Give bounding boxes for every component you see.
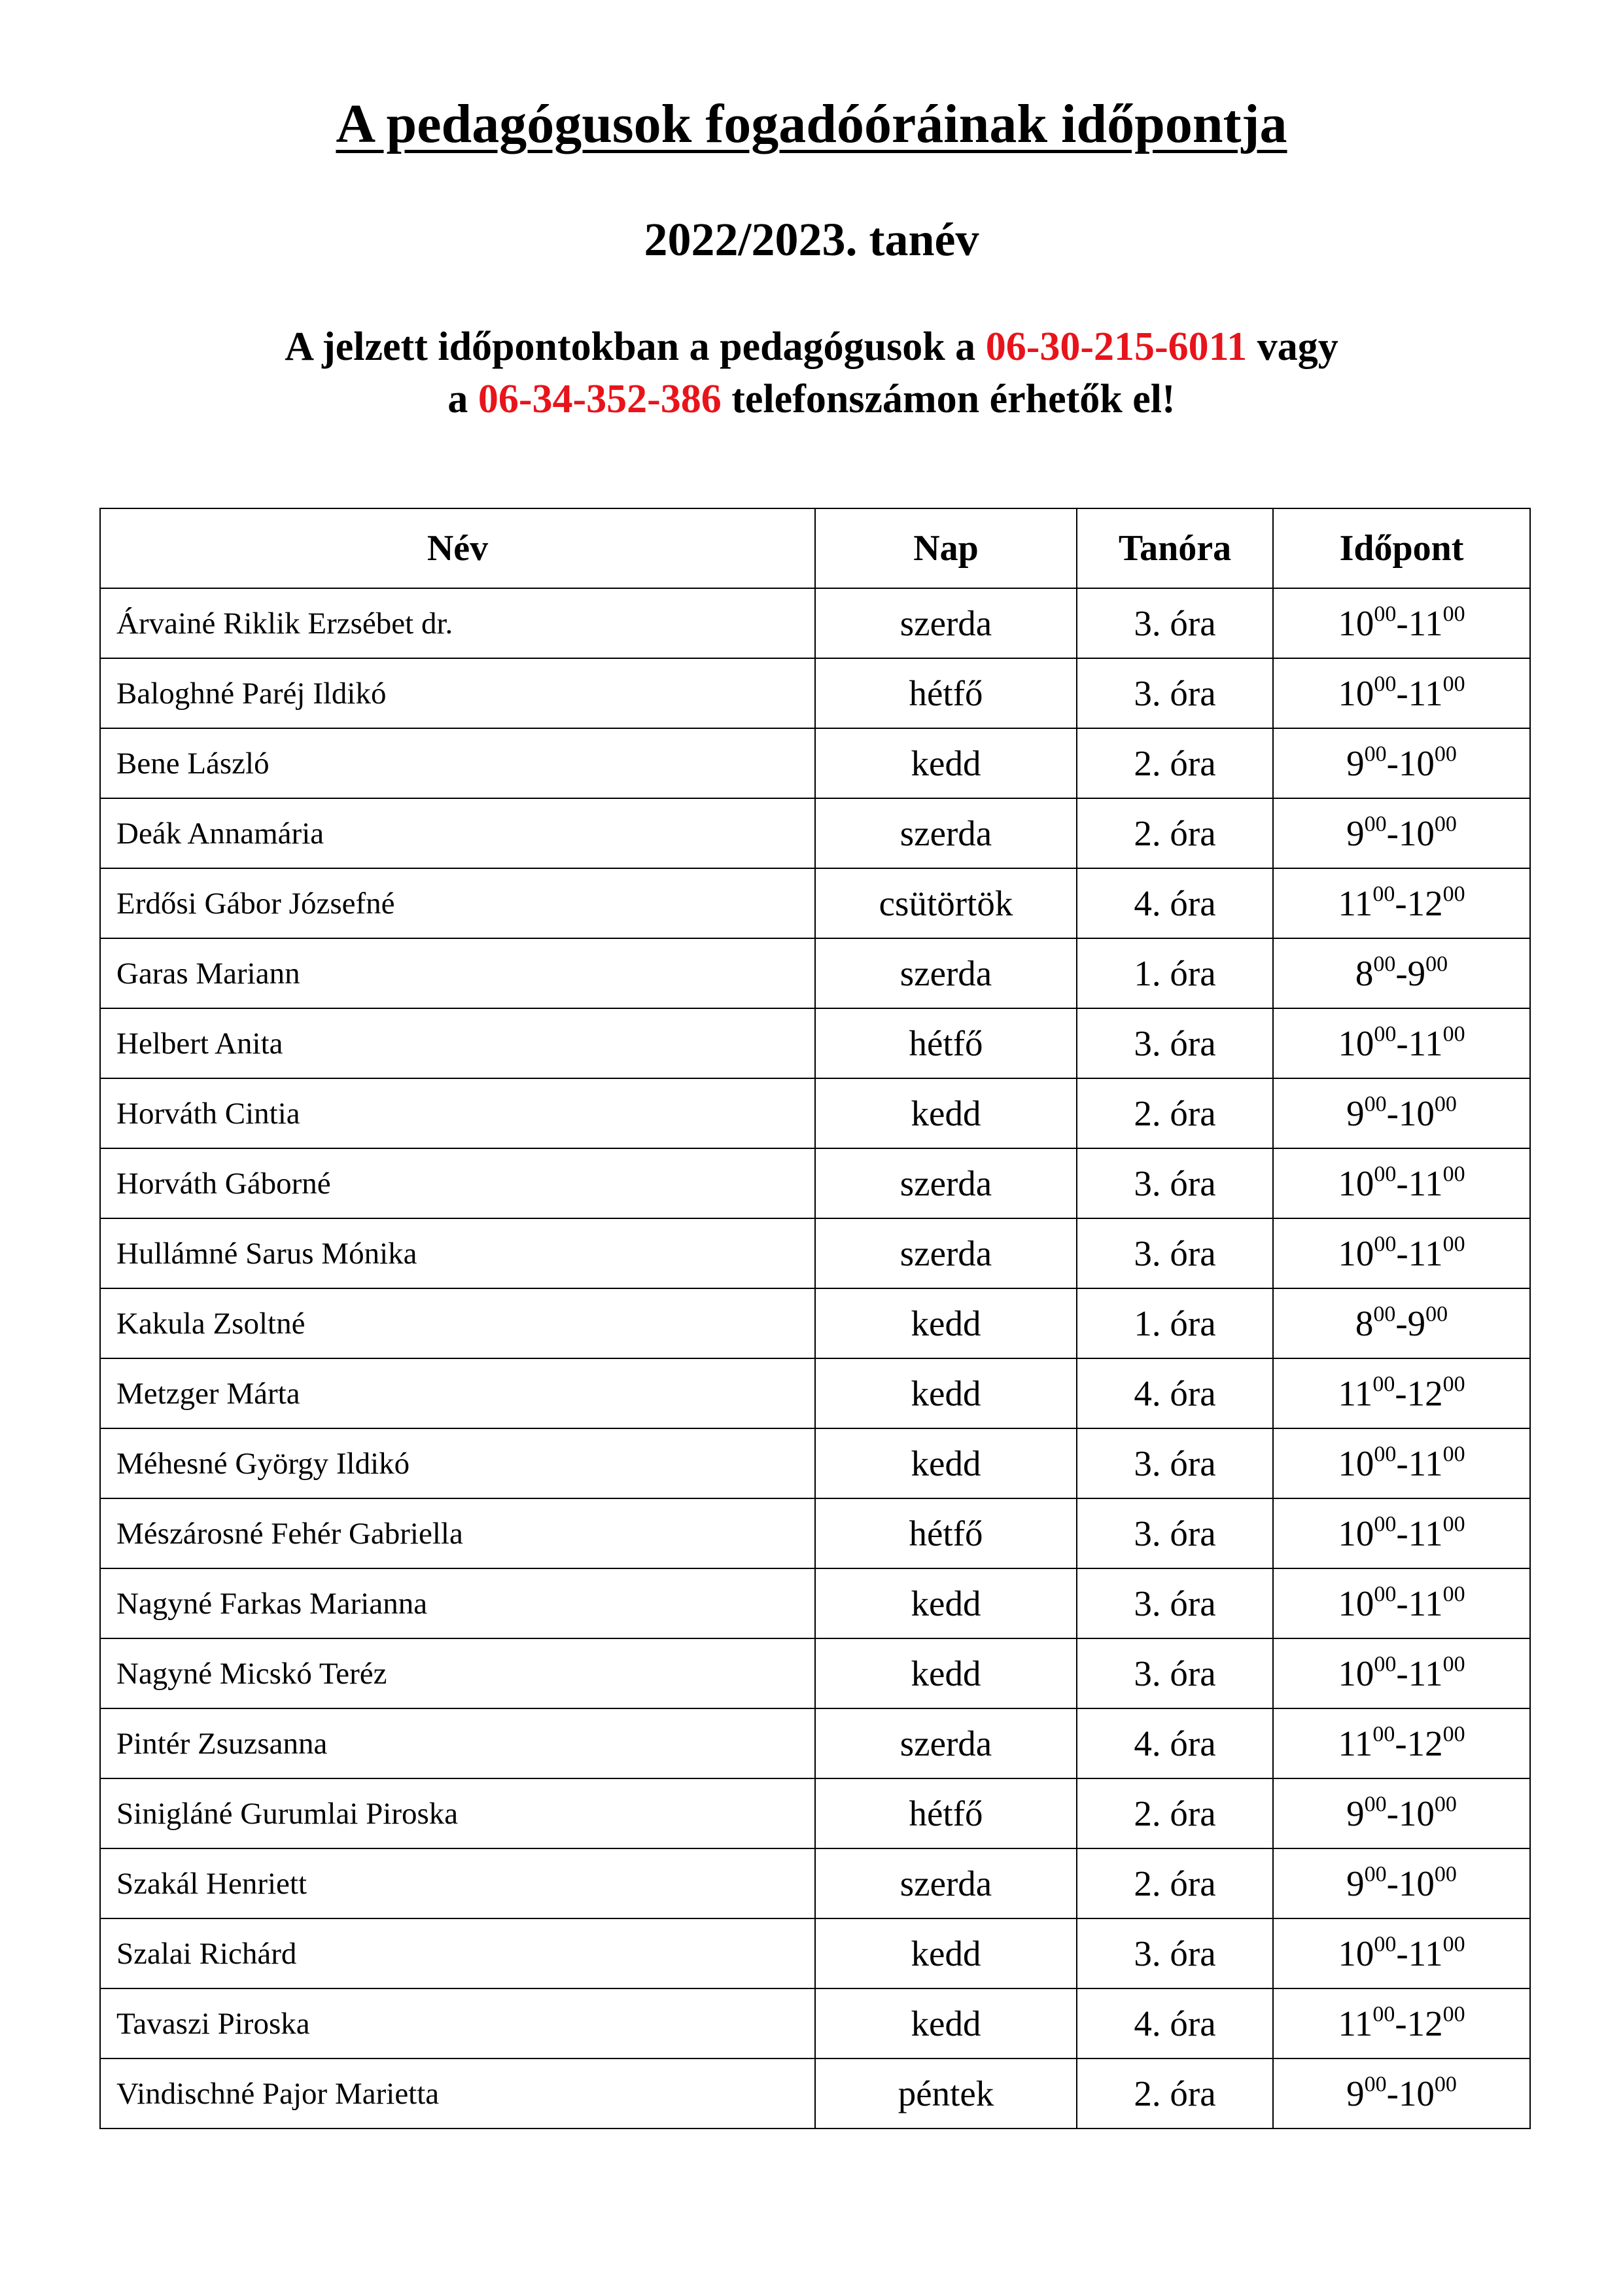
notice-line-2	[0, 373, 1623, 425]
time-start-minutes: 00	[1364, 1792, 1387, 1816]
teacher-name: Bene László	[100, 728, 815, 798]
time-separator: -	[1396, 1583, 1408, 1623]
day-cell: szerda	[815, 1148, 1077, 1218]
lesson-cell: 4. óra	[1077, 1708, 1273, 1778]
header-time: Időpont	[1273, 508, 1530, 588]
table-row	[100, 1288, 1530, 1358]
time-end-minutes: 00	[1442, 1372, 1465, 1396]
time-separator: -	[1386, 1793, 1399, 1833]
time-start-minutes: 00	[1374, 1652, 1397, 1676]
time-end-hour: 11	[1408, 1163, 1443, 1203]
time-cell	[1273, 938, 1530, 1008]
time-end-hour: 10	[1398, 1093, 1435, 1133]
teacher-name: Horváth Cintia	[100, 1078, 815, 1148]
time-cell	[1273, 1848, 1530, 1918]
time-start-minutes: 00	[1372, 882, 1395, 906]
header-lesson: Tanóra	[1077, 508, 1273, 588]
teacher-name: Deák Annamária	[100, 798, 815, 868]
notice-text: a	[447, 377, 478, 421]
time-start-minutes: 00	[1373, 1302, 1396, 1326]
time-end-minutes: 00	[1434, 1792, 1457, 1816]
teacher-name: Baloghné Paréj Ildikó	[100, 658, 815, 728]
teacher-name: Horváth Gáborné	[100, 1148, 815, 1218]
time-cell	[1273, 1428, 1530, 1498]
time-start-hour: 10	[1338, 1233, 1374, 1273]
time-separator: -	[1395, 953, 1408, 993]
time-separator: -	[1396, 1163, 1408, 1203]
table-row	[100, 658, 1530, 728]
time-end-hour: 10	[1398, 743, 1435, 783]
time-separator: -	[1396, 603, 1408, 643]
time-end-hour: 11	[1408, 1443, 1443, 1483]
table-row	[100, 1778, 1530, 1848]
phone-number-2: 06-34-352-386	[478, 377, 722, 421]
notice-text: telefonszámon érhetők el!	[721, 377, 1176, 421]
teacher-name: Nagyné Farkas Marianna	[100, 1568, 815, 1638]
time-start-minutes: 00	[1374, 672, 1397, 696]
time-cell	[1273, 1638, 1530, 1708]
table-row	[100, 1428, 1530, 1498]
contact-notice	[0, 321, 1623, 425]
lesson-cell: 2. óra	[1077, 798, 1273, 868]
table-row	[100, 1638, 1530, 1708]
time-cell	[1273, 1918, 1530, 1988]
time-start-hour: 11	[1338, 2004, 1373, 2043]
table-row	[100, 1918, 1530, 1988]
time-end-minutes: 00	[1442, 2002, 1465, 2026]
time-start-hour: 10	[1338, 673, 1374, 713]
time-start-minutes: 00	[1372, 2002, 1395, 2026]
day-cell: péntek	[815, 2058, 1077, 2128]
lesson-cell: 2. óra	[1077, 1848, 1273, 1918]
table-row	[100, 1498, 1530, 1568]
time-start-hour: 10	[1338, 1583, 1374, 1623]
time-end-hour: 11	[1408, 1653, 1443, 1693]
time-separator: -	[1395, 2004, 1407, 2043]
teacher-name: Árvainé Riklik Erzsébet dr.	[100, 588, 815, 658]
time-start-minutes: 00	[1374, 1932, 1397, 1956]
time-separator: -	[1396, 1934, 1408, 1973]
time-end-hour: 11	[1408, 603, 1443, 643]
teacher-name: Hullámné Sarus Mónika	[100, 1218, 815, 1288]
time-cell	[1273, 1988, 1530, 2058]
lesson-cell: 3. óra	[1077, 1148, 1273, 1218]
time-start-minutes: 00	[1364, 1092, 1387, 1116]
time-end-hour: 12	[1406, 883, 1443, 923]
time-cell	[1273, 588, 1530, 658]
time-start-minutes: 00	[1364, 812, 1387, 836]
table-row	[100, 1568, 1530, 1638]
time-start-minutes: 00	[1374, 1442, 1397, 1466]
office-hours-table	[99, 508, 1531, 2129]
lesson-cell: 4. óra	[1077, 1988, 1273, 2058]
time-end-minutes: 00	[1425, 1302, 1448, 1326]
time-start-minutes: 00	[1374, 1162, 1397, 1186]
time-start-hour: 8	[1355, 1303, 1374, 1343]
time-end-minutes: 00	[1442, 1232, 1465, 1256]
lesson-cell: 3. óra	[1077, 1008, 1273, 1078]
teacher-name: Méhesné György Ildikó	[100, 1428, 815, 1498]
day-cell: csütörtök	[815, 868, 1077, 938]
notice-text: A jelzett időpontokban a pedagógusok a	[285, 325, 986, 369]
time-start-hour: 10	[1338, 1163, 1374, 1203]
time-end-minutes: 00	[1442, 882, 1465, 906]
phone-number-1: 06-30-215-6011	[985, 325, 1248, 369]
lesson-cell: 1. óra	[1077, 1288, 1273, 1358]
time-start-minutes: 00	[1372, 1722, 1395, 1746]
table-row	[100, 1708, 1530, 1778]
time-end-minutes: 00	[1442, 672, 1465, 696]
time-end-hour: 11	[1408, 1023, 1443, 1063]
table-header-row	[100, 508, 1530, 588]
time-start-minutes: 00	[1364, 742, 1387, 766]
teacher-name: Tavaszi Piroska	[100, 1988, 815, 2058]
time-end-minutes: 00	[1434, 1092, 1457, 1116]
table-row	[100, 2058, 1530, 2128]
time-end-minutes: 00	[1434, 742, 1457, 766]
table-row	[100, 1078, 1530, 1148]
day-cell: hétfő	[815, 1498, 1077, 1568]
time-start-minutes: 00	[1364, 1862, 1387, 1886]
time-end-minutes: 00	[1434, 812, 1457, 836]
time-start-hour: 10	[1338, 603, 1374, 643]
lesson-cell: 3. óra	[1077, 1638, 1273, 1708]
day-cell: kedd	[815, 1358, 1077, 1428]
table-row	[100, 798, 1530, 868]
time-end-minutes: 00	[1442, 1442, 1465, 1466]
time-start-hour: 9	[1346, 1863, 1365, 1903]
teacher-name: Kakula Zsoltné	[100, 1288, 815, 1358]
table-row	[100, 938, 1530, 1008]
time-cell	[1273, 1008, 1530, 1078]
day-cell: kedd	[815, 1288, 1077, 1358]
teacher-name: Pintér Zsuzsanna	[100, 1708, 815, 1778]
day-cell: hétfő	[815, 658, 1077, 728]
table-row	[100, 1218, 1530, 1288]
time-end-minutes: 00	[1425, 952, 1448, 976]
time-separator: -	[1395, 1373, 1407, 1413]
time-end-hour: 11	[1408, 1513, 1443, 1553]
time-end-minutes: 00	[1442, 1932, 1465, 1956]
lesson-cell: 2. óra	[1077, 1078, 1273, 1148]
time-start-hour: 9	[1346, 2074, 1365, 2113]
time-end-hour: 10	[1398, 813, 1435, 853]
time-start-minutes: 00	[1364, 2072, 1387, 2096]
time-end-hour: 9	[1407, 953, 1426, 993]
table-row	[100, 728, 1530, 798]
time-separator: -	[1386, 1093, 1399, 1133]
teacher-name: Szalai Richárd	[100, 1918, 815, 1988]
time-start-hour: 9	[1346, 813, 1365, 853]
table-row	[100, 1008, 1530, 1078]
time-start-minutes: 00	[1373, 952, 1396, 976]
teacher-name: Erdősi Gábor Józsefné	[100, 868, 815, 938]
time-end-minutes: 00	[1434, 2072, 1457, 2096]
time-start-hour: 8	[1355, 953, 1374, 993]
time-end-hour: 12	[1406, 1723, 1443, 1763]
day-cell: kedd	[815, 1428, 1077, 1498]
lesson-cell: 3. óra	[1077, 1918, 1273, 1988]
time-separator: -	[1396, 1443, 1408, 1483]
school-year: 2022/2023. tanév	[644, 213, 979, 266]
lesson-cell: 3. óra	[1077, 1568, 1273, 1638]
time-start-hour: 10	[1338, 1023, 1374, 1063]
time-start-minutes: 00	[1374, 1022, 1397, 1046]
lesson-cell: 2. óra	[1077, 1778, 1273, 1848]
time-start-hour: 10	[1338, 1443, 1374, 1483]
time-end-hour: 9	[1407, 1303, 1426, 1343]
lesson-cell: 3. óra	[1077, 1218, 1273, 1288]
teacher-name: Mészárosné Fehér Gabriella	[100, 1498, 815, 1568]
time-start-minutes: 00	[1372, 1372, 1395, 1396]
teacher-name: Szakál Henriett	[100, 1848, 815, 1918]
time-cell	[1273, 1218, 1530, 1288]
day-cell: szerda	[815, 1218, 1077, 1288]
time-end-hour: 10	[1398, 2074, 1435, 2113]
time-end-hour: 11	[1408, 673, 1443, 713]
time-separator: -	[1396, 1023, 1408, 1063]
time-end-hour: 10	[1398, 1793, 1435, 1833]
day-cell: kedd	[815, 1918, 1077, 1988]
lesson-cell: 2. óra	[1077, 2058, 1273, 2128]
table-row	[100, 1358, 1530, 1428]
time-separator: -	[1395, 1303, 1408, 1343]
time-separator: -	[1395, 1723, 1407, 1763]
time-start-hour: 10	[1338, 1934, 1374, 1973]
time-separator: -	[1386, 2074, 1399, 2113]
time-separator: -	[1396, 1513, 1408, 1553]
day-cell: hétfő	[815, 1778, 1077, 1848]
time-cell	[1273, 1358, 1530, 1428]
time-cell	[1273, 1708, 1530, 1778]
time-cell	[1273, 1568, 1530, 1638]
lesson-cell: 2. óra	[1077, 728, 1273, 798]
day-cell: kedd	[815, 1568, 1077, 1638]
time-cell	[1273, 1778, 1530, 1848]
time-start-hour: 10	[1338, 1653, 1374, 1693]
day-cell: szerda	[815, 588, 1077, 658]
notice-text: vagy	[1247, 325, 1338, 369]
time-end-minutes: 00	[1442, 1722, 1465, 1746]
day-cell: szerda	[815, 798, 1077, 868]
time-separator: -	[1396, 1653, 1408, 1693]
time-cell	[1273, 1288, 1530, 1358]
lesson-cell: 3. óra	[1077, 1498, 1273, 1568]
table-row	[100, 868, 1530, 938]
table-row	[100, 1148, 1530, 1218]
teacher-name: Vindischné Pajor Marietta	[100, 2058, 815, 2128]
time-start-minutes: 00	[1374, 1512, 1397, 1536]
time-separator: -	[1395, 883, 1407, 923]
time-end-hour: 11	[1408, 1583, 1443, 1623]
time-start-minutes: 00	[1374, 1232, 1397, 1256]
header-day: Nap	[815, 508, 1077, 588]
table-row	[100, 1988, 1530, 2058]
time-start-hour: 11	[1338, 883, 1373, 923]
teacher-name: Metzger Márta	[100, 1358, 815, 1428]
lesson-cell: 3. óra	[1077, 658, 1273, 728]
lesson-cell: 4. óra	[1077, 1358, 1273, 1428]
time-end-hour: 12	[1406, 2004, 1443, 2043]
time-end-hour: 10	[1398, 1863, 1435, 1903]
lesson-cell: 4. óra	[1077, 868, 1273, 938]
day-cell: szerda	[815, 938, 1077, 1008]
day-cell: szerda	[815, 1848, 1077, 1918]
page-title: A pedagógusok fogadóóráinak időpontja	[336, 94, 1287, 154]
time-end-minutes: 00	[1442, 1512, 1465, 1536]
teacher-name: Helbert Anita	[100, 1008, 815, 1078]
time-cell	[1273, 658, 1530, 728]
time-cell	[1273, 868, 1530, 938]
time-end-minutes: 00	[1442, 1652, 1465, 1676]
notice-line-1	[0, 321, 1623, 373]
time-start-hour: 10	[1338, 1513, 1374, 1553]
header-name: Név	[100, 508, 815, 588]
time-start-hour: 9	[1346, 743, 1365, 783]
day-cell: kedd	[815, 1638, 1077, 1708]
time-end-minutes: 00	[1442, 1022, 1465, 1046]
time-cell	[1273, 728, 1530, 798]
time-separator: -	[1396, 1233, 1408, 1273]
time-start-minutes: 00	[1374, 602, 1397, 626]
time-end-minutes: 00	[1442, 1582, 1465, 1606]
day-cell: szerda	[815, 1708, 1077, 1778]
lesson-cell: 3. óra	[1077, 588, 1273, 658]
time-separator: -	[1386, 1863, 1399, 1903]
time-end-minutes: 00	[1434, 1862, 1457, 1886]
time-end-minutes: 00	[1442, 602, 1465, 626]
lesson-cell: 1. óra	[1077, 938, 1273, 1008]
time-separator: -	[1386, 813, 1399, 853]
day-cell: kedd	[815, 1078, 1077, 1148]
time-start-hour: 11	[1338, 1723, 1373, 1763]
time-separator: -	[1396, 673, 1408, 713]
time-start-hour: 9	[1346, 1093, 1365, 1133]
day-cell: kedd	[815, 728, 1077, 798]
time-cell	[1273, 2058, 1530, 2128]
time-cell	[1273, 798, 1530, 868]
lesson-cell: 3. óra	[1077, 1428, 1273, 1498]
time-end-minutes: 00	[1442, 1162, 1465, 1186]
teacher-name: Garas Mariann	[100, 938, 815, 1008]
time-start-minutes: 00	[1374, 1582, 1397, 1606]
teacher-name: Sinigláné Gurumlai Piroska	[100, 1778, 815, 1848]
time-end-hour: 11	[1408, 1934, 1443, 1973]
teacher-name: Nagyné Micskó Teréz	[100, 1638, 815, 1708]
table-row	[100, 588, 1530, 658]
table-row	[100, 1848, 1530, 1918]
time-cell	[1273, 1498, 1530, 1568]
day-cell: kedd	[815, 1988, 1077, 2058]
day-cell: hétfő	[815, 1008, 1077, 1078]
time-end-hour: 12	[1406, 1373, 1443, 1413]
time-cell	[1273, 1078, 1530, 1148]
time-end-hour: 11	[1408, 1233, 1443, 1273]
time-separator: -	[1386, 743, 1399, 783]
time-start-hour: 9	[1346, 1793, 1365, 1833]
time-cell	[1273, 1148, 1530, 1218]
time-start-hour: 11	[1338, 1373, 1373, 1413]
